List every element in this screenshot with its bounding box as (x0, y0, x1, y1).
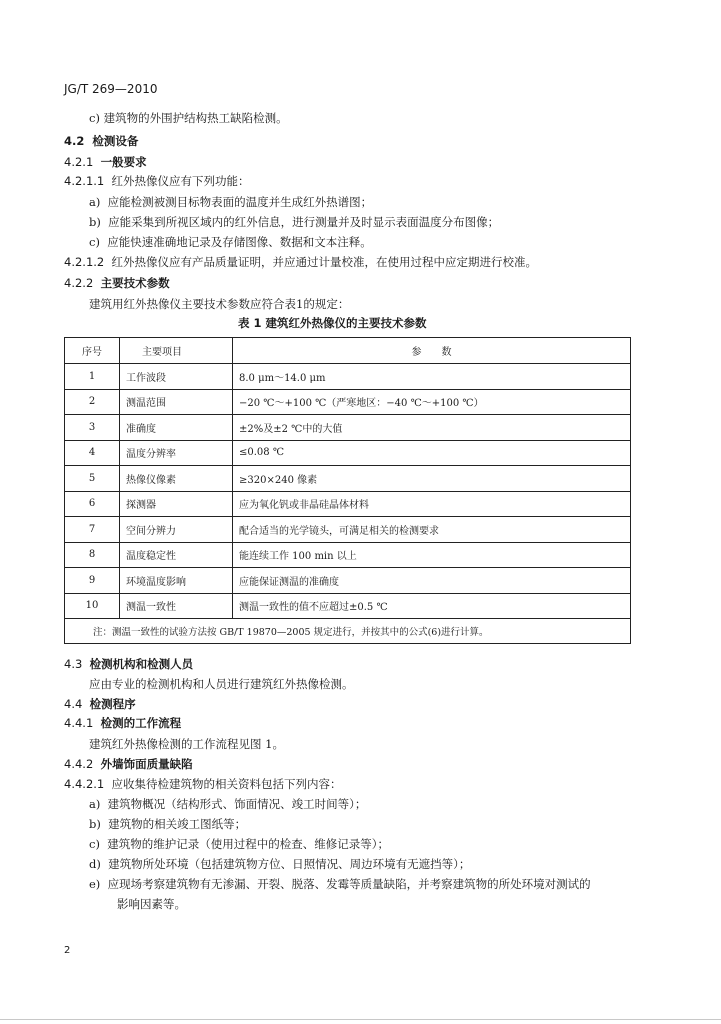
list-text: 建筑物的相关竣工图纸等； (108, 817, 247, 831)
list-text: 应能检测被测目标物表面的温度并生成红外热谱图； (107, 195, 373, 209)
row-number: 9 (65, 568, 120, 594)
clause-text: 应收集待检建筑物的相关资料包括下列内容： (111, 777, 342, 791)
table-row (65, 389, 631, 415)
row-number: 10 (65, 593, 120, 619)
row-number: 6 (65, 491, 120, 517)
value-cell: ≥320×240 像素 (233, 466, 631, 492)
clause-number: 4.2.1.1 (64, 174, 105, 188)
value-cell: 能连续工作 100 min 以上 (233, 542, 631, 568)
table-row (65, 517, 631, 543)
list-text: 应能采集到所视区域内的红外信息，进行测量并及时显示表面温度分布图像； (108, 215, 500, 229)
table-intro: 建筑用红外热像仪主要技术参数应符合表1的规定： (89, 297, 350, 311)
paragraph: 建筑红外热像检测的工作流程见图 1。 (89, 737, 284, 751)
clause-4-2-1-2 (64, 255, 537, 269)
item-cell: 环境温度影响 (120, 568, 233, 594)
item-cell: 测温范围 (120, 389, 233, 415)
list-item-continuation: 影响因素等。 (117, 897, 186, 911)
section-4-4-1 (64, 716, 181, 730)
table-row (65, 568, 631, 594)
section-title: 一般要求 (100, 155, 147, 169)
header-cell: 参 数 (233, 338, 631, 364)
section-number: 4.2 (64, 134, 85, 148)
list-marker: c) (89, 235, 100, 249)
value-cell: −20 ℃～+100 ℃（严寒地区：−40 ℃～+100 ℃） (233, 389, 631, 415)
clause-4-4-2-1 (64, 777, 342, 791)
value-cell: 配合适当的光学镜头，可满足相关的检测要求 (233, 517, 631, 543)
item-cell: 温度分辨率 (120, 440, 233, 466)
list-text: 建筑物的维护记录（使用过程中的检查、维修记录等）； (107, 837, 389, 851)
item-cell: 空间分辨力 (120, 517, 233, 543)
table-row (65, 593, 631, 619)
section-title: 检测的工作流程 (100, 716, 182, 730)
clause-text: 红外热像仪应有产品质量证明，并应通过计量校准，在使用过程中应定期进行校准。 (111, 255, 538, 269)
list-item (89, 235, 372, 249)
standard-code: JG/T 269—2010 (64, 82, 158, 96)
header-cell: 序号 (65, 338, 120, 364)
table-row (65, 466, 631, 492)
clause-number: 4.2.1.2 (64, 255, 105, 269)
value-cell: 8.0 μm～14.0 μm (233, 364, 631, 390)
list-item (89, 837, 389, 851)
page-number: 2 (64, 945, 71, 956)
clause-text: 红外热像仪应有下列功能： (111, 174, 250, 188)
section-title: 检测程序 (89, 697, 136, 711)
row-number: 4 (65, 440, 120, 466)
list-item (89, 857, 470, 871)
list-item (89, 215, 499, 229)
list-item (89, 195, 372, 209)
table-row (65, 542, 631, 568)
row-number: 7 (65, 517, 120, 543)
section-title: 外墙饰面质量缺陷 (100, 757, 193, 771)
table-row (65, 491, 631, 517)
list-item (89, 797, 366, 811)
list-item (89, 817, 246, 831)
item-cell: 热像仪像素 (120, 466, 233, 492)
list-marker: b) (89, 215, 101, 229)
section-number: 4.2.2 (64, 276, 94, 290)
list-text: 建筑物所处环境（包括建筑物方位、日照情况、周边环境有无遮挡等）； (108, 857, 471, 871)
row-number: 1 (65, 364, 120, 390)
section-4-4 (64, 697, 136, 711)
table-row (65, 364, 631, 390)
section-number: 4.4 (64, 697, 83, 711)
section-4-2 (64, 134, 138, 148)
table-row (65, 440, 631, 466)
list-marker: a) (89, 797, 101, 811)
row-number: 3 (65, 415, 120, 441)
row-number: 2 (65, 389, 120, 415)
item-cell: 准确度 (120, 415, 233, 441)
list-marker: a) (89, 195, 101, 209)
section-title: 检测机构和检测人员 (89, 657, 194, 671)
section-number: 4.4.1 (64, 716, 94, 730)
item-cell: 工作波段 (120, 364, 233, 390)
list-item (89, 877, 591, 891)
header-cell: 主要项目 (120, 338, 233, 364)
spec-table (64, 337, 631, 644)
section-title: 检测设备 (92, 134, 139, 148)
list-text: 应现场考察建筑物有无渗漏、开裂、脱落、发霉等质量缺陷，并考察建筑物的所处环境对测试的 (107, 877, 591, 891)
table-header-row (65, 338, 631, 364)
item-cell: 温度稳定性 (120, 542, 233, 568)
section-4-3 (64, 657, 193, 671)
table-note: 注：测温一致性的试验方法按 GB/T 19870—2005 规定进行，并按其中的公式(6)进行计算。 (65, 619, 631, 644)
row-number: 5 (65, 466, 120, 492)
list-marker: e) (89, 877, 101, 891)
table-caption: 表 1 建筑红外热像仪的主要技术参数 (238, 316, 427, 330)
list-text: 建筑物概况（结构形式、饰面情况、竣工时间等）； (107, 797, 367, 811)
item-c-previous: c) 建筑物的外围护结构热工缺陷检测。 (89, 111, 288, 125)
paragraph: 应由专业的检测机构和人员进行建筑红外热像检测。 (89, 677, 354, 691)
value-cell: 应为氧化钒或非晶硅晶体材料 (233, 491, 631, 517)
section-4-4-2 (64, 757, 193, 771)
list-marker: d) (89, 857, 101, 871)
value-cell: ≤0.08 ℃ (233, 440, 631, 466)
clause-number: 4.4.2.1 (64, 777, 105, 791)
value-cell: 应能保证测温的准确度 (233, 568, 631, 594)
value-cell: 测温一致性的值不应超过±0.5 ℃ (233, 593, 631, 619)
section-4-2-2 (64, 276, 170, 290)
section-number: 4.2.1 (64, 155, 94, 169)
section-number: 4.4.2 (64, 757, 94, 771)
scan-edge-divider (0, 1019, 721, 1020)
list-text: 应能快速准确地记录及存储图像、数据和文本注释。 (107, 235, 372, 249)
row-number: 8 (65, 542, 120, 568)
list-marker: b) (89, 817, 101, 831)
section-title: 主要技术参数 (100, 276, 170, 290)
list-marker: c) (89, 837, 100, 851)
table-note-row (65, 619, 631, 644)
section-4-2-1 (64, 155, 147, 169)
value-cell: ±2%及±2 ℃中的大值 (233, 415, 631, 441)
clause-4-2-1-1 (64, 174, 250, 188)
item-cell: 探测器 (120, 491, 233, 517)
table-row (65, 415, 631, 441)
item-cell: 测温一致性 (120, 593, 233, 619)
section-number: 4.3 (64, 657, 83, 671)
